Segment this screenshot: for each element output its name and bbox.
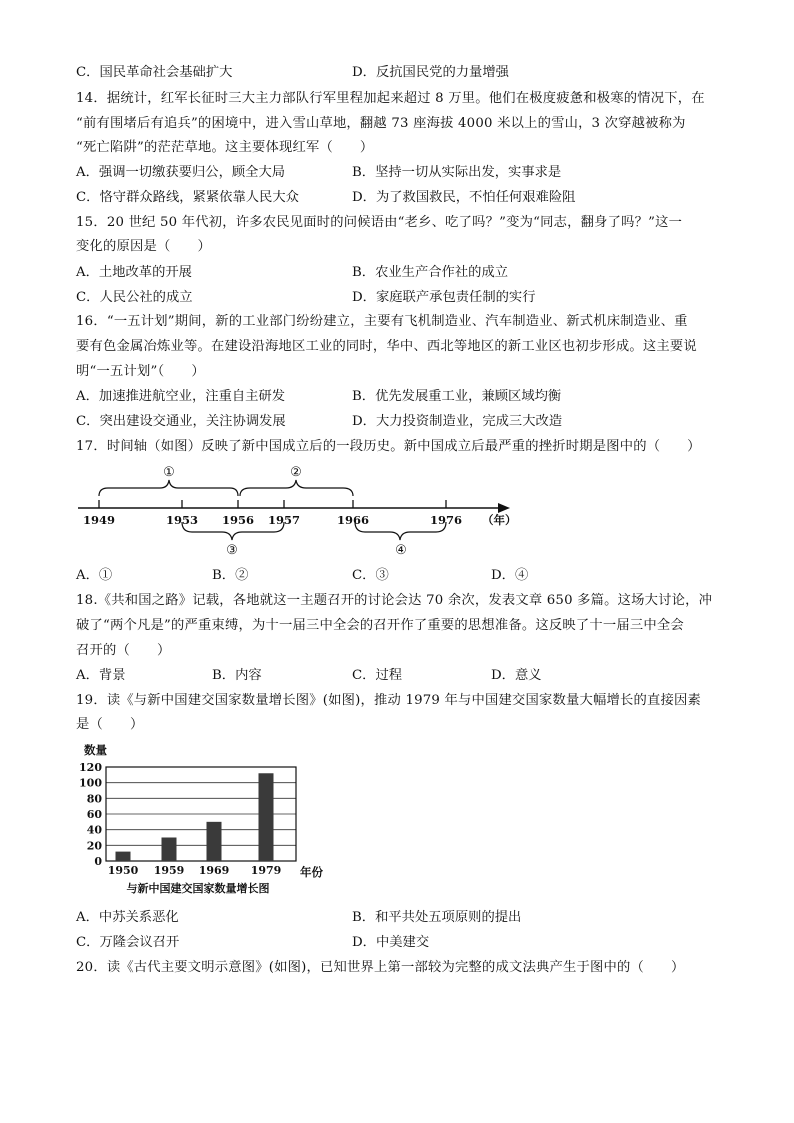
q17-stem: 17．时间轴（如图）反映了新中国成立后的一段历史。新中国成立后最严重的挫折时期是图中的（ ）: [76, 439, 701, 454]
q17-option-a: A．①: [76, 568, 113, 583]
timeline-unit: （年）: [482, 513, 517, 527]
marker-3: ③: [226, 543, 238, 558]
q16-option-c: C．突出建设交通业，关注协调发展: [76, 414, 286, 429]
y-tick-label: 80: [86, 792, 102, 806]
marker-1: ①: [163, 465, 175, 480]
q17-option-d: D．④: [491, 568, 529, 583]
q16-option-a: A．加速推进航空业，注重自主研发: [76, 389, 286, 404]
q18-option-a: A．背景: [76, 668, 126, 683]
q14-option-a: A．强调一切缴获要归公，顾全大局: [76, 165, 286, 180]
bar-1959: [162, 838, 177, 862]
q19-option-c: C．万隆会议召开: [76, 935, 180, 950]
q15-stem-line-1: 15．20 世纪 50 年代初，许多农民见面时的问候语由“老乡、吃了吗？”变为“同志，翻身了吗？”这一: [76, 215, 683, 230]
q15-option-c: C．人民公社的成立: [76, 290, 193, 305]
q16-option-d: D．大力投资制造业，完成三大改造: [352, 414, 563, 429]
y-tick-label: 100: [79, 776, 102, 790]
q19-option-a: A．中苏关系恶化: [76, 910, 179, 925]
q18-stem-line-3: 召开的（ ）: [76, 643, 171, 658]
marker-4: ④: [395, 543, 407, 558]
q19-stem-line-2: 是（ ）: [76, 717, 144, 732]
q15-option-b: B．农业生产合作社的成立: [352, 265, 509, 280]
q20-stem: 20．读《古代主要文明示意图》(如图)，已知世界上第一部较为完整的成文法典产生于图中的（ ）: [76, 960, 685, 975]
q17-option-b: B．②: [212, 568, 249, 583]
x-tick-label: 1969: [198, 864, 230, 877]
y-tick-label: 0: [94, 855, 102, 868]
q14-option-c: C．恪守群众路线，紧紧依靠人民大众: [76, 190, 299, 205]
q15-option-d: D．家庭联产承包责任制的实行: [352, 290, 536, 305]
q18-stem-line-2: 破了“两个凡是”的严重束缚，为十一届三中全会的召开作了重要的思想准备。这反映了十一届三中全会: [76, 618, 684, 633]
q19-bar-chart: [78, 738, 328, 898]
q19-stem-line-1: 19．读《与新中国建交国家数量增长图》(如图)，推动 1979 年与中国建交国家数量大幅增长的直接因素: [76, 693, 701, 708]
q13-option-c: C．国民革命社会基础扩大: [76, 65, 233, 80]
q16-stem-line-3: 明“一五计划”（ ）: [76, 364, 205, 379]
y-tick-label: 120: [79, 761, 102, 774]
bar-1979: [259, 773, 274, 861]
x-tick-label: 1950: [107, 864, 139, 877]
q18-option-b: B．内容: [212, 668, 262, 683]
q13-option-d: D．反抗国民党的力量增强: [352, 65, 509, 80]
x-tick-label: 1959: [153, 864, 185, 877]
y-tick-label: 60: [86, 808, 102, 821]
q16-option-b: B．优先发展重工业，兼顾区域均衡: [352, 389, 562, 404]
q15-option-a: A．土地改革的开展: [76, 265, 192, 280]
year-1949: 1949: [82, 513, 116, 527]
bar-1969: [207, 822, 222, 861]
year-1956: 1956: [221, 513, 255, 527]
brace-2: [240, 480, 353, 496]
q17-option-c: C．③: [352, 568, 389, 583]
chart-title: 与新中国建交国家数量增长图: [126, 882, 270, 895]
year-1976: 1976: [429, 513, 463, 527]
y-tick-label: 20: [86, 839, 102, 853]
q14-option-d: D．为了救国救民，不怕任何艰难险阻: [352, 190, 576, 205]
year-1953: 1953: [165, 513, 199, 527]
q18-option-d: D．意义: [491, 668, 542, 683]
year-1957: 1957: [267, 513, 301, 527]
q14-stem-line-1: 14．据统计，红军长征时三大主力部队行军里程加起来超过 8 万里。他们在极度疲惫和极寒的情况下，在: [76, 91, 705, 106]
x-tick-label: 1979: [250, 864, 282, 877]
q18-option-c: C．过程: [352, 668, 403, 683]
q16-stem-line-2: 要有色金属冶炼业等。在建设沿海地区工业的同时，华中、西北等地区的新工业区也初步形成。这主要说: [76, 339, 697, 354]
year-1966: 1966: [336, 513, 370, 527]
brace-1: [99, 480, 238, 496]
q16-stem-line-1: 16．“一五计划”期间，新的工业部门纷纷建立，主要有飞机制造业、汽车制造业、新式机床制造业、重: [76, 314, 688, 329]
q19-option-d: D．中美建交: [352, 935, 430, 950]
q14-option-b: B．坚持一切从实际出发，实事求是: [352, 165, 562, 180]
q17-timeline-figure: [70, 462, 530, 562]
marker-2: ②: [290, 465, 302, 480]
chart-ylabel: 数量: [84, 743, 107, 757]
y-tick-label: 40: [86, 823, 102, 837]
q19-option-b: B．和平共处五项原则的提出: [352, 910, 522, 925]
q18-stem-line-1: 18.《共和国之路》记载，各地就这一主题召开的讨论会达 70 余次，发表文章 650 多篇。这场大讨论，冲: [76, 593, 713, 608]
chart-xlabel: 年份: [300, 865, 323, 879]
q15-stem-line-2: 变化的原因是（ ）: [76, 239, 211, 254]
timeline-arrow: [498, 503, 510, 513]
q14-stem-line-2: “前有围堵后有追兵”的困境中，进入雪山草地，翻越 73 座海拔 4000 米以上的雪山，3 次穿越被称为: [76, 116, 686, 131]
q14-stem-line-3: “死亡陷阱”的茫茫草地。这主要体现红军（ ）: [76, 140, 374, 155]
bar-1950: [116, 852, 131, 861]
